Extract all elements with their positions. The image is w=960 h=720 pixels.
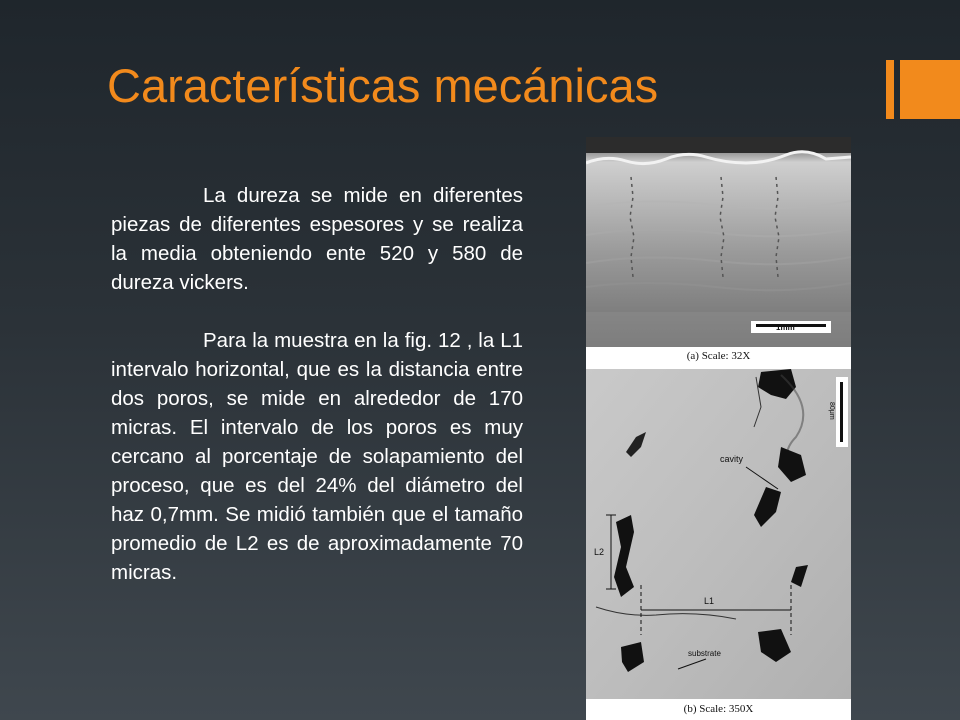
scale-bar-label-top: 1mm [776, 323, 795, 332]
scale-bar-bottom [836, 377, 848, 447]
body-text [111, 181, 523, 616]
label-cavity: cavity [720, 454, 744, 464]
caption-bottom: (b) Scale: 350X [683, 703, 754, 715]
slide-title: Características mecánicas [107, 59, 659, 112]
label-l2: L2 [594, 547, 605, 557]
micrograph-svg [586, 137, 851, 720]
micrograph-figure [586, 137, 851, 720]
caption-top: (a) Scale: 32X [686, 350, 751, 362]
title-accent-bar-thick [900, 60, 960, 119]
micrograph-bottom-panel [586, 369, 851, 720]
micrograph-top-panel [586, 137, 851, 367]
paragraph-hardness: La dureza se mide en diferentes piezas de diferentes espesores y se realiza la media obteniendo ente 520 y 580 de dureza vickers. [111, 184, 523, 294]
paragraph-pores: Para la muestra en la fig. 12 , la L1 intervalo horizontal, que es la distancia entre dos poros, se mide en alrededor de 170 micras. El intervalo de los poros es muy cercano al porcentaje de solapamiento del proceso, que es del 24% del diámetro del haz 0,7mm. Se midió también que el tamaño promedio de L2 es de aproximadamente 70 micras. [111, 329, 523, 584]
label-substrate: substrate [688, 649, 721, 658]
label-l1: L1 [704, 596, 715, 606]
title-accent-bar-thin [886, 60, 894, 119]
scale-bar-label-bottom: 80μm [828, 402, 835, 420]
